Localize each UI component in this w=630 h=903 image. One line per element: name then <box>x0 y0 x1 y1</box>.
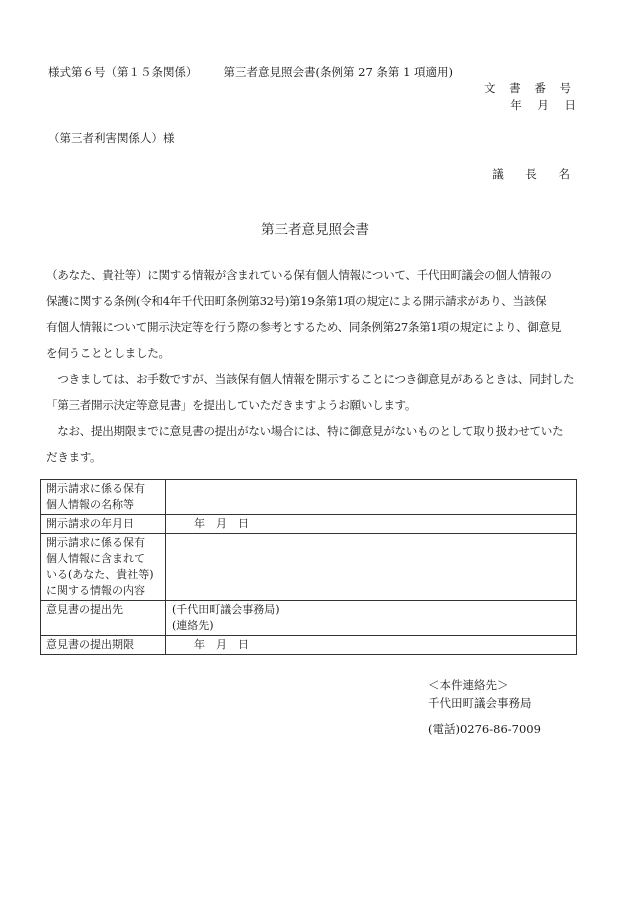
body-line: なお、提出期限までに意見書の提出がない場合には、特に御意見がないものとして取り扱わせていた <box>46 424 564 438</box>
page-title: 第三者意見照会書 <box>261 222 369 238</box>
table-row <box>41 601 577 636</box>
row-value: 年 月 日 <box>166 515 577 534</box>
info-table <box>40 479 577 655</box>
form-number: 様式第６号（第１５条関係） <box>48 65 198 79</box>
body-text <box>46 262 586 470</box>
table-row <box>41 534 577 601</box>
body-line: 「第三者開示決定等意見書」を提出していただきますようお願いします。 <box>46 398 417 412</box>
body-line: 保護に関する条例(令和4年千代田町条例第32号)第19条第1項の規定による開示請求があり、当該保 <box>46 294 547 308</box>
contact-phone: (電話)0276-86-7009 <box>428 722 541 736</box>
body-line: を伺うこととしました。 <box>46 346 170 360</box>
form-header <box>48 64 453 80</box>
addressee: （第三者利害関係人）様 <box>48 131 175 145</box>
contact-block <box>428 676 541 738</box>
body-line: （あなた、貴社等）に関する情報が含まれている保有個人情報について、千代田町議会の個人情報の <box>46 268 552 282</box>
body-line: つきましては、お手数ですが、当該保有個人情報を開示することにつき御意見があるときは、同封した <box>46 372 575 386</box>
table-row <box>41 636 577 655</box>
contact-heading: ＜本件連絡先＞ <box>428 678 509 692</box>
contact-office: 千代田町議会事務局 <box>428 696 532 710</box>
row-label: 開示請求に係る保有 個人情報に含まれて いる(あなた、貴社等) に関する情報の内容 <box>41 534 166 601</box>
document-number-label: 文 書 番 号 <box>484 81 576 95</box>
table-row <box>41 515 577 534</box>
chairman-name-label <box>492 166 570 182</box>
chairman-text: 議 長 名 <box>492 167 570 181</box>
body-line: だきます。 <box>46 450 102 464</box>
row-label: 開示請求の年月日 <box>41 515 166 534</box>
row-value: 年 月 日 <box>166 636 577 655</box>
row-label: 開示請求に係る保有 個人情報の名称等 <box>41 480 166 515</box>
row-value <box>166 534 577 601</box>
row-value <box>166 480 577 515</box>
body-line: 有個人情報について開示決定等を行う際の参考とするため、同条例第27条第1項の規定により、御意見 <box>46 320 562 334</box>
row-label: 意見書の提出期限 <box>41 636 166 655</box>
document-date-label: 年 月 日 <box>510 98 576 112</box>
row-value: (千代田町議会事務局) (連絡先) <box>166 601 577 636</box>
table-row <box>41 480 577 515</box>
form-title: 第三者意見照会書(条例第 27 条第 1 項適用) <box>223 65 454 79</box>
row-label: 意見書の提出先 <box>41 601 166 636</box>
